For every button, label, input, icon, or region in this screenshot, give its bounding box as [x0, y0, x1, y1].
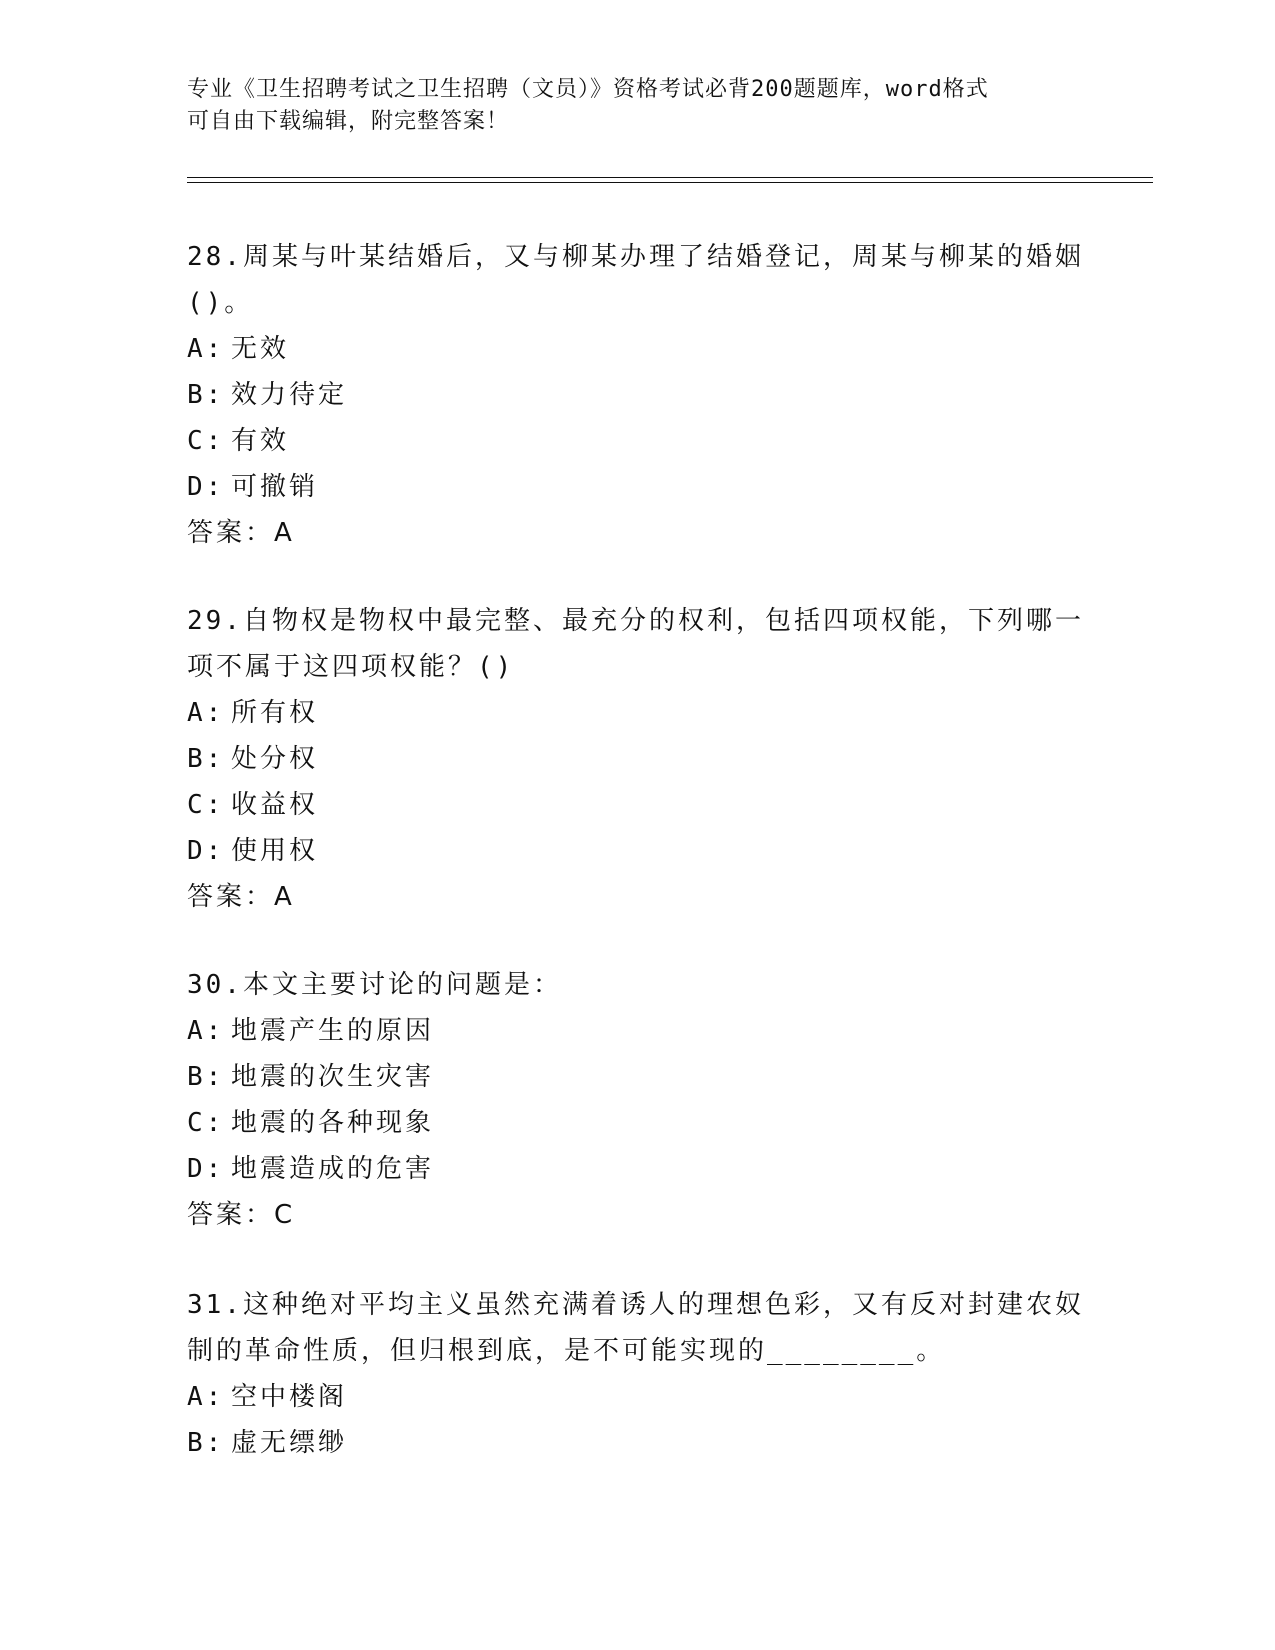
- question-31: [187, 1282, 1087, 1466]
- question-text-line: 31.这种绝对平均主义虽然充满着诱人的理想色彩，又有反对封建农奴: [187, 1290, 1084, 1320]
- option-letter: B:: [187, 380, 225, 410]
- option-b: [187, 372, 1087, 418]
- question-text-line: 制的革命性质，但归根到底，是不可能实现的________。: [187, 1336, 946, 1366]
- option-b: [187, 1054, 1087, 1100]
- answer-line: 答案：A: [187, 518, 295, 548]
- option-letter: C:: [187, 426, 225, 456]
- option-a: [187, 1374, 1087, 1420]
- option-text: 所有权: [231, 698, 319, 728]
- option-text: 效力待定: [231, 380, 348, 410]
- option-letter: B:: [187, 744, 225, 774]
- option-text: 空中楼阁: [231, 1382, 348, 1412]
- option-c: [187, 1100, 1087, 1146]
- option-letter: A:: [187, 1382, 225, 1412]
- option-a: [187, 1008, 1087, 1054]
- option-text: 地震的各种现象: [231, 1108, 435, 1138]
- question-30: [187, 962, 1087, 1238]
- option-text: 地震造成的危害: [231, 1154, 435, 1184]
- option-letter: D:: [187, 1154, 225, 1184]
- option-c: [187, 418, 1087, 464]
- header-line-1: 专业《卫生招聘考试之卫生招聘（文员）》资格考试必背200题题库，word格式: [187, 77, 989, 102]
- option-letter: B:: [187, 1062, 225, 1092]
- question-text-line: ()。: [187, 288, 254, 318]
- option-text: 有效: [231, 426, 290, 456]
- question-text-line: 项不属于这四项权能？(): [187, 652, 515, 682]
- option-a: [187, 326, 1087, 372]
- option-letter: D:: [187, 836, 225, 866]
- answer-line: 答案：A: [187, 882, 295, 912]
- option-letter: B:: [187, 1428, 225, 1458]
- option-c: [187, 782, 1087, 828]
- option-text: 虚无缥缈: [231, 1428, 348, 1458]
- document-header: [187, 74, 1067, 138]
- question-29: [187, 598, 1087, 920]
- option-letter: A:: [187, 1016, 225, 1046]
- option-text: 收益权: [231, 790, 319, 820]
- header-rule-top: [187, 177, 1153, 178]
- question-text-line: 30.本文主要讨论的问题是：: [187, 970, 562, 1000]
- option-letter: C:: [187, 790, 225, 820]
- option-text: 地震的次生灾害: [231, 1062, 435, 1092]
- option-letter: C:: [187, 1108, 225, 1138]
- option-a: [187, 690, 1087, 736]
- header-rule-bottom: [187, 182, 1153, 183]
- question-text-line: 28.周某与叶某结婚后，又与柳某办理了结婚登记，周某与柳某的婚姻: [187, 242, 1084, 272]
- option-d: [187, 1146, 1087, 1192]
- option-b: [187, 736, 1087, 782]
- option-text: 地震产生的原因: [231, 1016, 435, 1046]
- option-letter: A:: [187, 334, 225, 364]
- option-letter: D:: [187, 472, 225, 502]
- option-text: 处分权: [231, 744, 319, 774]
- option-text: 使用权: [231, 836, 319, 866]
- header-line-2: 可自由下载编辑，附完整答案！: [187, 109, 510, 134]
- option-text: 无效: [231, 334, 290, 364]
- option-text: 可撤销: [231, 472, 319, 502]
- option-d: [187, 828, 1087, 874]
- option-letter: A:: [187, 698, 225, 728]
- question-text-line: 29.自物权是物权中最完整、最充分的权利，包括四项权能，下列哪一: [187, 606, 1084, 636]
- option-b: [187, 1420, 1087, 1466]
- option-d: [187, 464, 1087, 510]
- question-28: [187, 234, 1087, 556]
- answer-line: 答案：C: [187, 1200, 296, 1230]
